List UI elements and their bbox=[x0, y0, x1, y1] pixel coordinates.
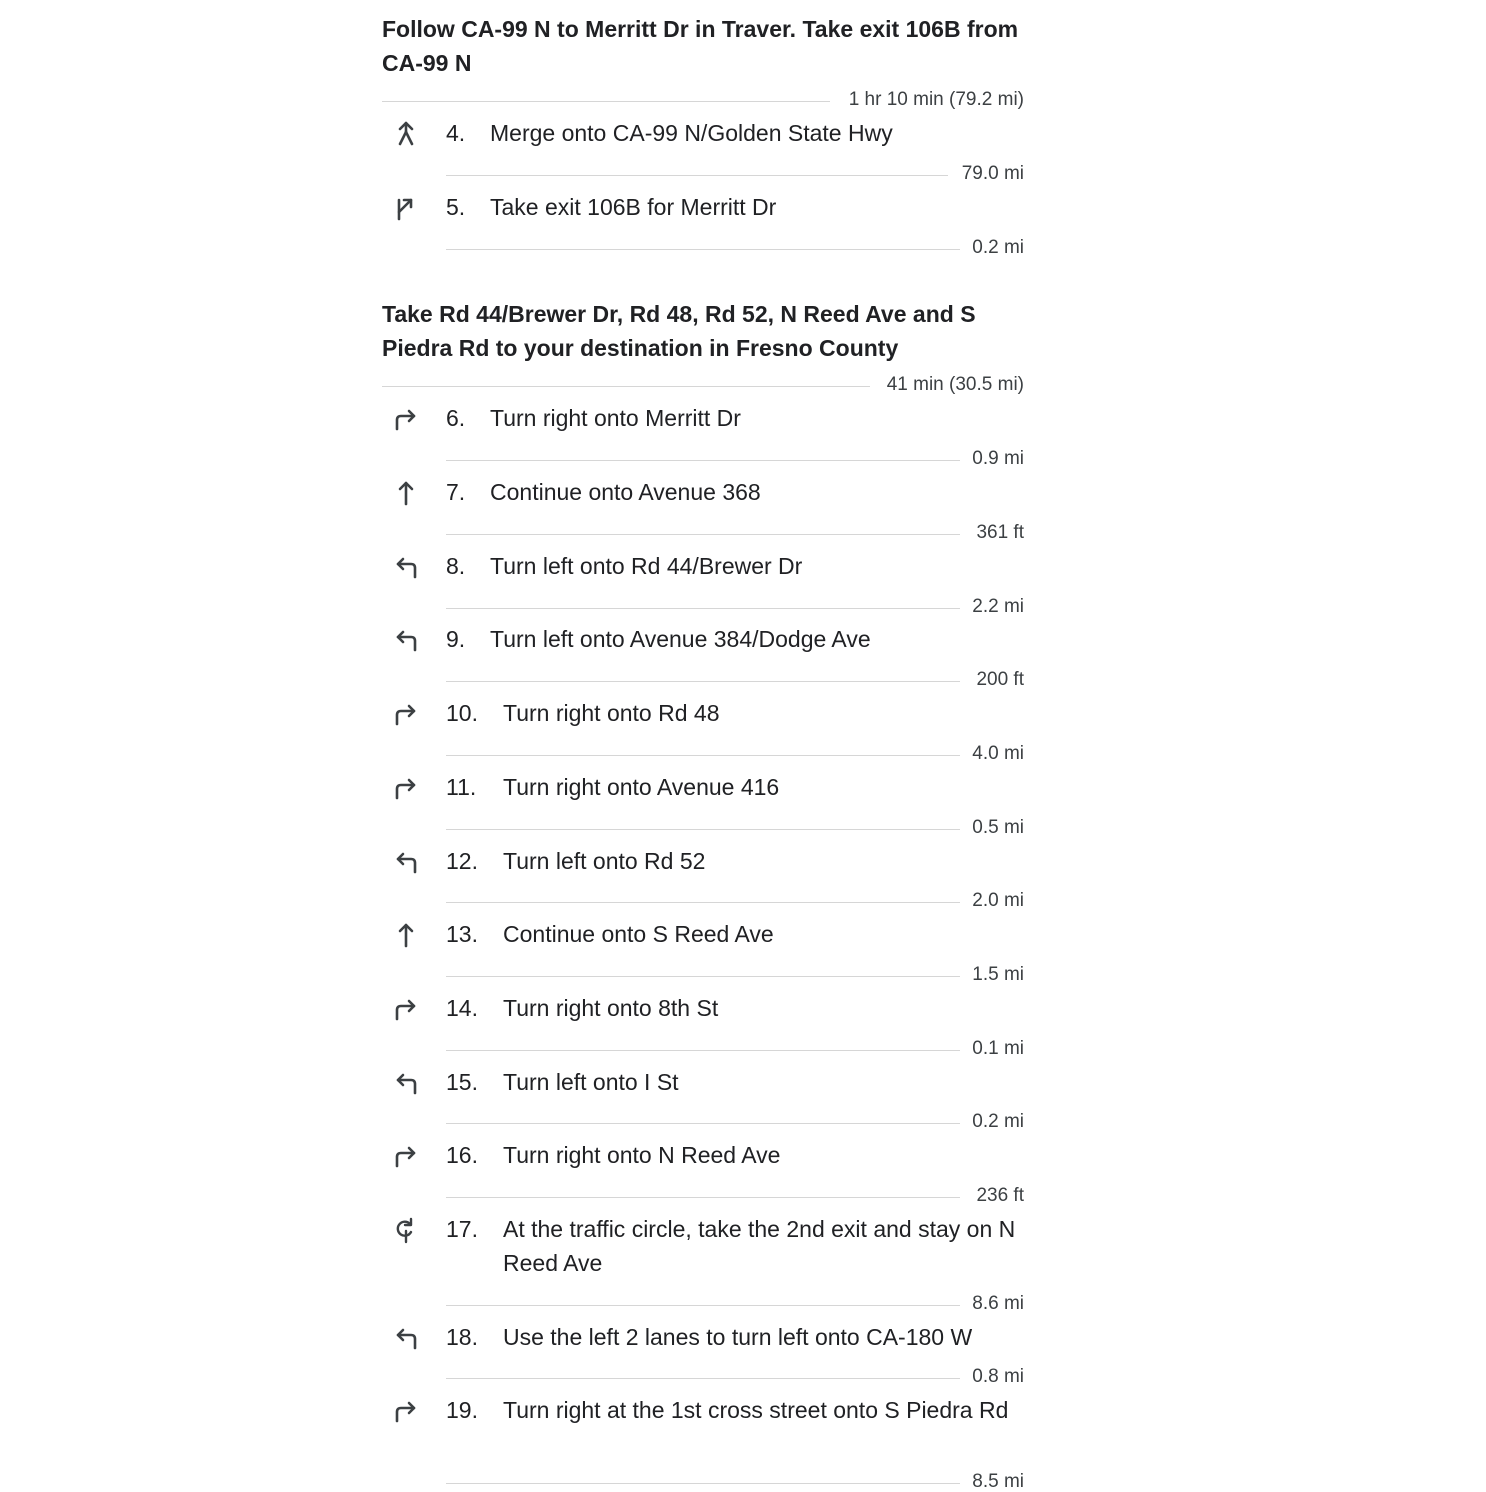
step-distance-row bbox=[446, 597, 1024, 617]
step-instruction: Turn left onto Rd 52 bbox=[503, 848, 706, 874]
step-distance-row bbox=[446, 1039, 1024, 1059]
step-number: 4. bbox=[446, 120, 466, 146]
step-number: 12. bbox=[446, 848, 478, 874]
step-number: 13. bbox=[446, 921, 478, 947]
step-number: 11. bbox=[446, 774, 477, 800]
divider bbox=[446, 460, 960, 461]
step-number: 19. bbox=[446, 1397, 478, 1423]
step-instruction: Continue onto Avenue 368 bbox=[490, 479, 761, 505]
step-distance: 361 ft bbox=[968, 523, 1024, 543]
step-distance: 0.2 mi bbox=[964, 1112, 1024, 1132]
step-number: 8. bbox=[446, 553, 466, 579]
section-summary bbox=[382, 375, 1024, 395]
step-distance-row bbox=[446, 1112, 1024, 1132]
step-instruction: Take exit 106B for Merritt Dr bbox=[490, 194, 777, 220]
step-number: 5. bbox=[446, 194, 466, 220]
step-distance: 0.9 mi bbox=[964, 449, 1024, 469]
turn-right-icon bbox=[392, 995, 420, 1023]
step-distance: 2.0 mi bbox=[964, 891, 1024, 911]
step-instruction: Merge onto CA-99 N/Golden State Hwy bbox=[490, 120, 893, 146]
turn-left-icon bbox=[392, 553, 420, 581]
step-distance: 200 ft bbox=[968, 670, 1024, 690]
divider bbox=[446, 902, 960, 903]
step-distance-row bbox=[446, 744, 1024, 764]
turn-right-icon bbox=[392, 774, 420, 802]
section-summary bbox=[382, 90, 1024, 110]
step-instruction: Turn left onto Rd 44/Brewer Dr bbox=[490, 553, 803, 579]
divider bbox=[382, 101, 830, 102]
step-distance-row bbox=[446, 965, 1024, 985]
section-duration: 41 min (30.5 mi) bbox=[879, 375, 1024, 395]
section-duration: 1 hr 10 min (79.2 mi) bbox=[841, 90, 1024, 110]
turn-left-icon bbox=[392, 848, 420, 876]
step-instruction: At the traffic circle, take the 2nd exit and stay on N Reed Ave bbox=[503, 1216, 1016, 1276]
divider bbox=[446, 681, 960, 682]
turn-left-icon bbox=[392, 1069, 420, 1097]
straight-icon bbox=[392, 921, 420, 949]
step-number: 17. bbox=[446, 1216, 478, 1242]
step-distance-row bbox=[446, 1367, 1024, 1387]
straight-icon bbox=[392, 479, 420, 507]
divider bbox=[446, 1378, 960, 1379]
divider bbox=[446, 175, 948, 176]
step-distance: 0.1 mi bbox=[964, 1039, 1024, 1059]
divider bbox=[382, 386, 870, 387]
turn-right-icon bbox=[392, 1142, 420, 1170]
step-number: 9. bbox=[446, 626, 466, 652]
step-distance-row bbox=[446, 1186, 1024, 1206]
step-distance-row bbox=[446, 891, 1024, 911]
step-distance: 8.6 mi bbox=[964, 1294, 1024, 1314]
step-distance-row bbox=[446, 164, 1024, 184]
turn-right-icon bbox=[392, 405, 420, 433]
step-distance-row bbox=[446, 238, 1024, 258]
divider bbox=[446, 755, 960, 756]
step-distance-row bbox=[446, 449, 1024, 469]
divider bbox=[446, 534, 960, 535]
step-instruction: Turn right onto Merritt Dr bbox=[490, 405, 741, 431]
divider bbox=[446, 1197, 960, 1198]
step-distance-row bbox=[446, 523, 1024, 543]
step-distance: 1.5 mi bbox=[964, 965, 1024, 985]
step-distance-row bbox=[446, 818, 1024, 838]
step-distance-row bbox=[446, 1294, 1024, 1314]
step-instruction: Turn right at the 1st cross street onto S Piedra Rd bbox=[503, 1397, 1009, 1423]
step-instruction: Turn left onto I St bbox=[503, 1069, 679, 1095]
divider bbox=[446, 1050, 960, 1051]
step-distance: 0.2 mi bbox=[964, 238, 1024, 258]
step-instruction: Continue onto S Reed Ave bbox=[503, 921, 774, 947]
step-distance: 236 ft bbox=[968, 1186, 1024, 1206]
turn-right-icon bbox=[392, 1397, 420, 1425]
step-number: 16. bbox=[446, 1142, 478, 1168]
merge-icon bbox=[392, 120, 420, 148]
step-distance-row bbox=[446, 1472, 1024, 1492]
step-instruction: Turn left onto Avenue 384/Dodge Ave bbox=[490, 626, 871, 652]
step-distance: 0.5 mi bbox=[964, 818, 1024, 838]
divider bbox=[446, 1123, 960, 1124]
turn-left-icon bbox=[392, 626, 420, 654]
step-distance: 79.0 mi bbox=[954, 164, 1024, 184]
section-heading: Take Rd 44/Brewer Dr, Rd 48, Rd 52, N Reed Ave and S Piedra Rd to your destination in Fresno County bbox=[382, 301, 976, 361]
step-distance: 0.8 mi bbox=[964, 1367, 1024, 1387]
section-heading: Follow CA-99 N to Merritt Dr in Traver. Take exit 106B from CA-99 N bbox=[382, 16, 1019, 76]
step-distance: 4.0 mi bbox=[964, 744, 1024, 764]
divider bbox=[446, 249, 960, 250]
step-distance-row bbox=[446, 670, 1024, 690]
step-number: 14. bbox=[446, 995, 478, 1021]
step-distance: 8.5 mi bbox=[964, 1472, 1024, 1492]
divider bbox=[446, 829, 960, 830]
exit-right-icon bbox=[392, 194, 420, 222]
step-instruction: Turn right onto Avenue 416 bbox=[503, 774, 780, 800]
step-instruction: Use the left 2 lanes to turn left onto CA-180 W bbox=[503, 1324, 973, 1350]
step-instruction: Turn right onto Rd 48 bbox=[503, 700, 720, 726]
divider bbox=[446, 608, 960, 609]
step-distance: 2.2 mi bbox=[964, 597, 1024, 617]
turn-right-icon bbox=[392, 700, 420, 728]
roundabout-icon bbox=[392, 1216, 420, 1244]
divider bbox=[446, 1483, 960, 1484]
turn-left-icon bbox=[392, 1324, 420, 1352]
divider bbox=[446, 976, 960, 977]
step-number: 10. bbox=[446, 700, 478, 726]
step-number: 15. bbox=[446, 1069, 478, 1095]
divider bbox=[446, 1305, 960, 1306]
step-instruction: Turn right onto N Reed Ave bbox=[503, 1142, 781, 1168]
step-number: 7. bbox=[446, 479, 466, 505]
step-number: 6. bbox=[446, 405, 466, 431]
step-instruction: Turn right onto 8th St bbox=[503, 995, 719, 1021]
step-number: 18. bbox=[446, 1324, 478, 1350]
